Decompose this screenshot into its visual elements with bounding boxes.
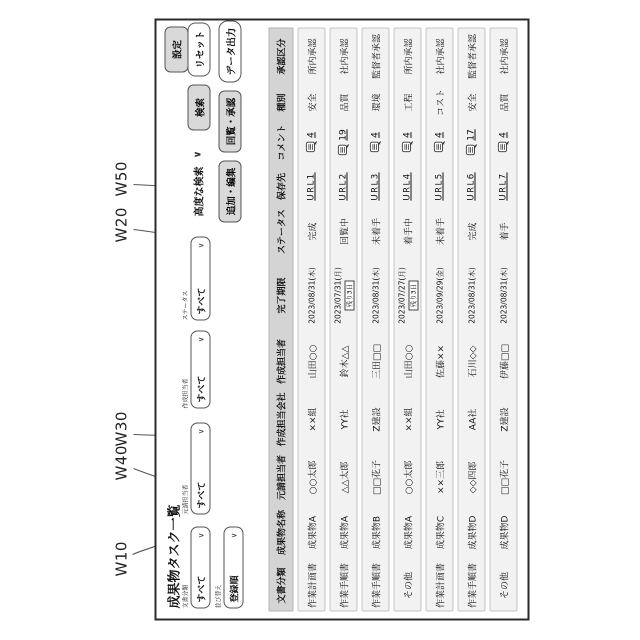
cell-status [465,207,478,257]
cell-approval [433,27,446,87]
name-text: 成果物A [404,515,414,550]
status-text: 着手 [500,222,510,241]
cell-doc-class [465,561,478,611]
cell-company [337,389,350,451]
table-row[interactable] [362,28,390,612]
chevron-down-icon: ∨ [196,336,205,343]
comment-count-link[interactable]: 4 [402,132,413,138]
status-text: 着手中 [404,218,414,246]
col-header-name: 成果物名称 [277,510,288,556]
settings-button[interactable]: 設定 [165,27,189,73]
type-text: 品質 [340,93,350,112]
filter-author-label: 作成担当者 [182,378,190,409]
cell-approval [497,27,510,87]
comment-count-link[interactable]: 19 [338,129,349,141]
comment-count-link[interactable]: 4 [498,132,509,138]
cell-author [369,335,382,389]
doc-class-text: 作業手順書 [340,563,350,609]
comment-bubble-icon [370,141,382,153]
cell-prime [433,451,446,505]
cell-prime [497,451,510,505]
name-text: 成果物D [468,515,478,550]
col-header-doc_class: 文書分類 [277,567,288,604]
due-date: 2023/08/31(木) [307,267,316,324]
table-row[interactable] [298,28,326,612]
cell-company [401,389,414,451]
cell-prime [369,451,382,505]
author-text: 山田○○ [404,344,414,379]
author-text: 鈴木△△ [340,345,350,378]
company-text: Z建設 [372,407,382,432]
cell-name [401,505,414,561]
add-edit-button[interactable]: 追加・編集 [219,161,242,223]
status-text: 完成 [308,222,318,241]
app-window [155,19,530,621]
filter-sort [216,527,244,609]
figure-label-w20: W20 [112,207,131,243]
filter-prime-contact-label: 元請担当者 [182,484,190,515]
prime-contact-select[interactable] [191,423,211,515]
cell-type [305,87,318,119]
cell-type [465,87,478,119]
rotated-ui-canvas [103,19,538,621]
cell-author [433,335,446,389]
approval-text: 社内承認 [436,38,446,75]
due-date: 2023/07/27(月) [397,267,407,324]
name-text: 成果物B [372,515,382,550]
doc-class-text: 作業計画書 [308,563,318,609]
storage-link[interactable]: URL3 [370,172,381,201]
author-text: 伊藤□□ [500,344,510,380]
table-row[interactable] [426,28,454,612]
approval-text: 所内承認 [308,38,318,75]
comment-bubble-icon [338,144,350,156]
cell-author [465,335,478,389]
cell-comments [306,119,318,167]
doc-class-text: 作業手順書 [372,563,382,609]
table-header-row [269,28,294,612]
cell-url [435,167,445,207]
due-date: 2023/07/31(月) [333,267,343,324]
due-date: 2023/08/31(木) [467,267,476,324]
col-header-status: ステータス [277,209,288,254]
cell-author [401,335,414,389]
cell-company [305,389,318,451]
author-text: 佐藤×× [436,344,446,379]
storage-link[interactable]: URL2 [338,172,349,201]
status-select[interactable] [191,237,211,321]
deliverables-table [269,28,518,612]
cell-approval [337,27,350,87]
cell-type [369,87,382,119]
author-text: 三田□□ [372,344,382,380]
cell-name [433,505,446,561]
cell-due [466,257,477,335]
company-text: ××組 [404,407,414,432]
status-text: 未着手 [372,218,382,246]
comment-bubble-icon [498,141,510,153]
cell-type [497,87,510,119]
cell-name [465,505,478,561]
approval-text: 社内承認 [500,38,510,75]
cell-name [497,505,510,561]
chevron-down-icon: ∨ [196,242,205,249]
due-date: 2023/08/31(木) [371,267,380,324]
cell-name [305,505,318,561]
cell-name [337,505,350,561]
prime-text: ◇◇四郎 [468,461,478,494]
comment-bubble-icon [402,141,414,153]
cell-prime [305,451,318,505]
doc-class-text: 作業計画書 [436,563,446,609]
col-header-url: 保存先 [277,173,288,201]
cell-url [403,167,413,207]
days-remaining-badge: 残り3日 [409,281,419,311]
approval-text: 所内承認 [404,38,414,75]
figure-label-w50: W50 [112,161,131,197]
figure-label-w10: W10 [112,541,131,577]
chevron-down-icon: ∨ [192,150,204,159]
cell-prime [337,451,350,505]
table-row[interactable] [394,28,422,612]
cell-prime [465,451,478,505]
cell-prime [401,451,414,505]
prime-text: △△太郎 [340,461,350,494]
doc-class-value: すべて [197,575,207,603]
type-text: 品質 [500,93,510,112]
status-text: 回覧中 [340,218,350,246]
cell-doc-class [337,561,350,611]
cell-due [306,257,317,335]
cell-due [498,257,509,335]
status-text: 完成 [468,222,478,241]
cell-url [307,167,317,207]
cell-doc-class [305,561,318,611]
type-text: 安全 [308,93,318,112]
figure-label-w40: W40 [112,445,131,481]
sort-select[interactable] [224,527,244,609]
doc-class-text: 作業手順書 [468,563,478,609]
comment-bubble-icon [434,141,446,153]
cell-author [497,335,510,389]
cell-status [305,207,318,257]
company-text: YY社 [436,409,446,430]
filter-doc-class [183,527,211,609]
type-text: コスト [436,89,446,117]
name-text: 成果物A [340,515,350,550]
filter-doc-class-label: 文書分類 [182,584,190,609]
doc-class-text: その他 [404,572,414,600]
chevron-down-icon: ∨ [229,532,238,539]
filter-prime-contact [183,423,211,515]
storage-link[interactable]: URL5 [434,172,445,201]
comment-bubble-icon [466,144,478,156]
cell-name [369,505,382,561]
chevron-down-icon: ∨ [196,532,205,539]
cell-comments [466,119,478,167]
comment-count-link[interactable]: 17 [466,129,477,141]
comment-count-link[interactable]: 4 [370,132,381,138]
cell-due [333,257,355,335]
table-row[interactable] [458,28,486,612]
comment-count-link[interactable]: 4 [306,132,317,138]
type-text: 安全 [468,93,478,112]
cell-status [401,207,414,257]
col-header-due: 完了期限 [277,277,288,314]
cell-comments [370,119,382,167]
cell-company [465,389,478,451]
page-title: 成果物タスク一覧 [167,504,183,609]
cell-doc-class [369,561,382,611]
table-body [298,28,518,612]
filter-sort-label: 並び替え [215,584,223,609]
filter-status [183,237,211,321]
storage-link[interactable]: URL4 [402,172,413,201]
cell-company [433,389,446,451]
reset-button[interactable]: リセット [188,23,211,77]
due-date: 2023/09/29(金) [435,267,444,324]
cell-company [497,389,510,451]
cell-due [370,257,381,335]
cell-url [371,167,381,207]
cell-type [401,87,414,119]
comment-count-link[interactable]: 4 [434,132,445,138]
due-date: 2023/08/31(木) [499,267,508,324]
prime-text: □□花子 [500,460,510,496]
cell-approval [369,27,382,87]
prime-contact-value: すべて [197,481,207,509]
chevron-down-icon: ∨ [196,428,205,435]
company-text: AA社 [468,408,478,431]
author-select[interactable] [191,331,211,409]
cell-comments [338,119,350,167]
col-header-type: 種別 [277,93,288,112]
days-remaining-badge: 残り3日 [345,281,355,311]
status-value: すべて [197,287,207,315]
cell-status [433,207,446,257]
cell-status [369,207,382,257]
storage-link[interactable]: URL7 [498,172,509,201]
cell-doc-class [401,561,414,611]
cell-comments [498,119,510,167]
cell-type [433,87,446,119]
name-text: 成果物C [436,515,446,550]
storage-link[interactable]: URL1 [306,172,317,201]
type-text: 環境 [372,93,382,112]
cell-url [339,167,349,207]
cell-author [305,335,318,389]
approval-text: 監督者承認 [468,34,478,80]
cell-approval [401,27,414,87]
advanced-search-toggle[interactable] [191,150,206,216]
col-header-approval: 承認区分 [277,38,288,75]
figure-label-w30: W30 [112,411,131,447]
cell-author [337,335,350,389]
storage-link[interactable]: URL6 [466,172,477,201]
company-text: YY社 [340,409,350,430]
filter-status-label: ステータス [182,290,190,321]
cell-due [397,257,419,335]
author-text: 石川◇◇ [468,345,478,378]
circulate-approve-button[interactable]: 回覧・承認 [219,91,242,153]
cell-comments [434,119,446,167]
search-button[interactable]: 検索 [188,85,211,131]
advanced-search-label: 高度な検索 [194,166,206,217]
company-text: Z建設 [500,407,510,432]
cell-url [499,167,509,207]
col-header-company: 作成担当会社 [277,392,288,447]
col-header-author: 作成担当者 [277,339,288,385]
cell-approval [465,27,478,87]
name-text: 成果物A [308,515,318,550]
cell-due [434,257,445,335]
filter-author [183,331,211,409]
prime-text: □□花子 [372,460,382,496]
prime-text: ○○太郎 [404,460,414,495]
sort-value: 登録順 [230,575,240,603]
cell-status [337,207,350,257]
company-text: ××組 [308,407,318,432]
cell-type [337,87,350,119]
approval-text: 社内承認 [340,38,350,75]
table-row[interactable] [490,28,518,612]
cell-doc-class [497,561,510,611]
table-row[interactable] [330,28,358,612]
cell-company [369,389,382,451]
cell-url [467,167,477,207]
name-text: 成果物D [500,515,510,550]
cell-comments [402,119,414,167]
type-text: 工程 [404,93,414,112]
comment-bubble-icon [306,141,318,153]
author-text: 山田○○ [308,344,318,379]
author-value: すべて [197,375,207,403]
cell-status [497,207,510,257]
data-export-button[interactable]: データ出力 [219,21,242,83]
doc-class-select[interactable] [191,527,211,609]
prime-text: ××三郎 [436,460,446,495]
col-header-comments: コメント [277,124,288,161]
approval-text: 監督者承認 [372,34,382,80]
cell-approval [305,27,318,87]
status-text: 未着手 [436,218,446,246]
col-header-prime: 元請担当者 [277,455,288,501]
cell-doc-class [433,561,446,611]
prime-text: ○○太郎 [308,460,318,495]
doc-class-text: その他 [500,572,510,600]
